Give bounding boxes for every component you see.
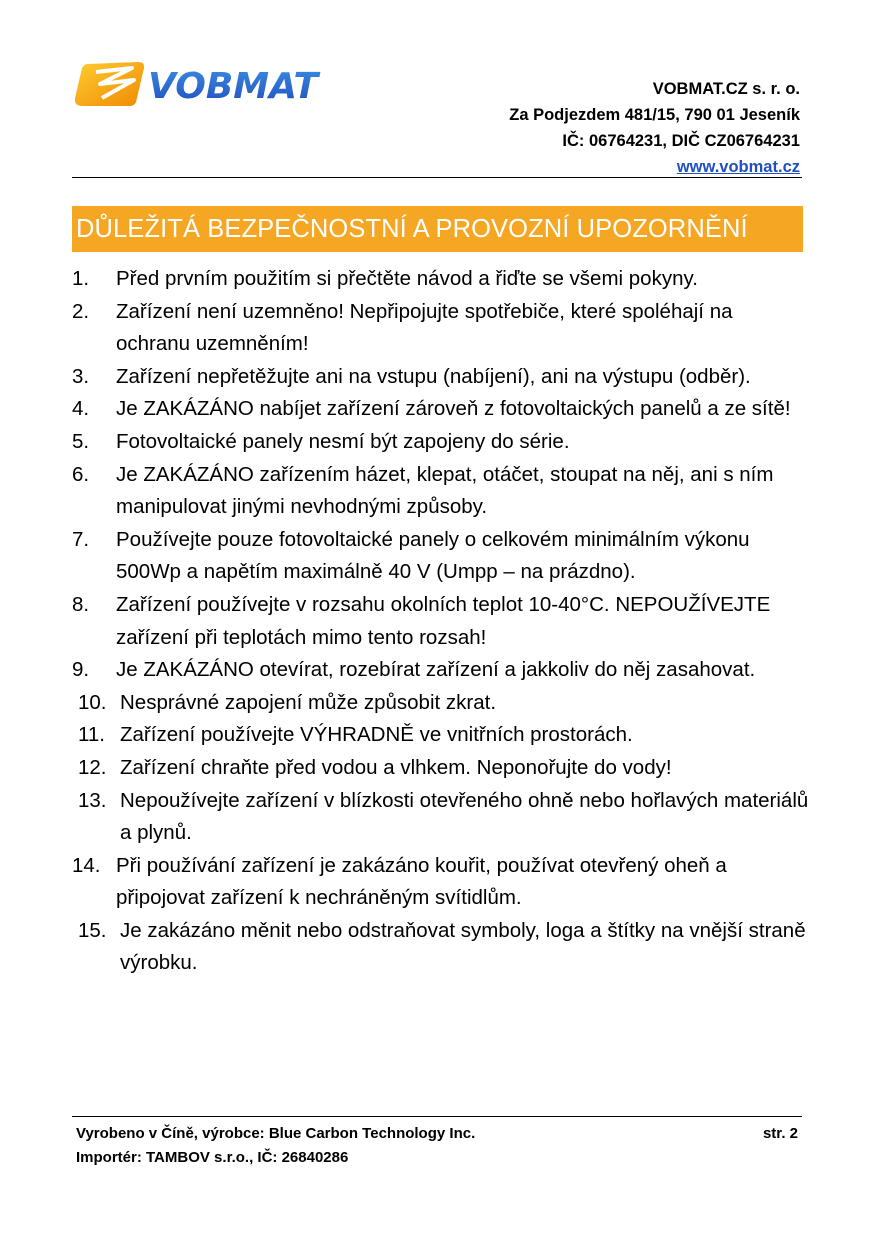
section-title-banner: DŮLEŽITÁ BEZPEČNOSTNÍ A PROVOZNÍ UPOZORNĚNÍ — [72, 206, 803, 252]
company-website-link[interactable]: www.vobmat.cz — [676, 158, 800, 176]
item-text: Před prvním použitím si přečtěte návod a řiďte se všemi pokyny. — [116, 267, 698, 290]
item-text: Je ZAKÁZÁNO zařízením házet, klepat, otáčet, stoupat na něj, ani s ním manipulovat jinými nevhodnými způsoby. — [116, 462, 774, 519]
item-number: 5. — [72, 429, 90, 453]
item-number: 12. — [78, 755, 107, 779]
list-item — [72, 426, 812, 459]
item-number: 7. — [72, 527, 90, 551]
company-address: Za Podjezdem 481/15, 790 01 Jeseník — [509, 106, 800, 124]
list-item — [72, 459, 812, 524]
item-number: 2. — [72, 299, 90, 323]
page-number: str. 2 — [762, 1125, 798, 1142]
footer-divider — [72, 1116, 802, 1117]
header-divider — [72, 177, 802, 178]
footer-info — [76, 1122, 475, 1170]
list-item — [72, 654, 812, 687]
item-text: Při používání zařízení je zakázáno kouřit, používat otevřený oheň a připojovat zařízení k nechráněným svítidlům. — [116, 853, 727, 910]
item-number: 10. — [78, 690, 107, 714]
footer-manufacturer: Vyrobeno v Číně, výrobce: Blue Carbon Technology Inc. — [76, 1125, 476, 1142]
item-text: Zařízení nepřetěžujte ani na vstupu (nabíjení), ani na výstupu (odběr). — [116, 364, 751, 388]
item-text: Je zakázáno měnit nebo odstraňovat symboly, loga a štítky na vnější straně výrobku. — [120, 918, 806, 975]
item-number: 8. — [72, 592, 90, 616]
list-item — [72, 361, 812, 394]
item-number: 15. — [78, 918, 107, 942]
item-text: Je ZAKÁZÁNO otevírat, rozebírat zařízení a jakkoliv do něj zasahovat. — [116, 658, 756, 682]
list-item — [72, 719, 812, 752]
item-number: 4. — [72, 397, 90, 421]
safety-list — [72, 263, 812, 980]
list-item — [72, 915, 812, 980]
vobmat-logo — [74, 58, 364, 112]
item-text: Fotovoltaické panely nesmí být zapojeny do série. — [116, 429, 570, 453]
list-item — [72, 752, 812, 785]
item-text: Zařízení není uzemněno! Nepřipojujte spotřebiče, které spoléhají na ochranu uzemněním! — [116, 299, 733, 356]
item-number: 6. — [72, 462, 90, 486]
list-item — [72, 263, 812, 296]
list-item — [72, 524, 812, 589]
list-item — [72, 393, 812, 426]
footer-importer: Importér: TAMBOV s.r.o., IČ: 26840286 — [76, 1149, 349, 1166]
item-text: Zařízení používejte VÝHRADNĚ ve vnitřních prostorách. — [120, 723, 633, 747]
item-number: 3. — [72, 364, 90, 388]
company-ids: IČ: 06764231, DIČ CZ06764231 — [562, 132, 800, 150]
item-number: 13. — [78, 788, 107, 812]
item-text: Zařízení používejte v rozsahu okolních teplot 10-40°C. NEPOUŽÍVEJTE zařízení při teplotách mimo tento rozsah! — [116, 592, 771, 649]
company-info — [509, 76, 800, 180]
item-number: 14. — [72, 853, 101, 877]
list-item — [72, 687, 812, 720]
item-text: Nepoužívejte zařízení v blízkosti otevřeného ohně nebo hořlavých materiálů a plynů. — [120, 788, 809, 845]
item-number: 9. — [72, 658, 90, 682]
item-text: Zařízení chraňte před vodou a vlhkem. Neponořujte do vody! — [120, 755, 672, 779]
item-number: 11. — [78, 723, 105, 747]
logo-text: VOBMAT — [148, 66, 319, 107]
item-text: Používejte pouze fotovoltaické panely o celkovém minimálním výkonu 500Wp a napětím maximálně 40 V (Umpp – na prázdno). — [116, 527, 750, 584]
item-text: Je ZAKÁZÁNO nabíjet zařízení zároveň z fotovoltaických panelů a ze sítě! — [116, 397, 791, 421]
list-item — [72, 589, 812, 654]
list-item — [72, 850, 812, 915]
list-item — [72, 296, 812, 361]
list-item — [72, 785, 812, 850]
item-text: Nesprávné zapojení může způsobit zkrat. — [120, 690, 497, 714]
item-number: 1. — [72, 267, 90, 290]
company-name: VOBMAT.CZ s. r. o. — [652, 80, 800, 98]
